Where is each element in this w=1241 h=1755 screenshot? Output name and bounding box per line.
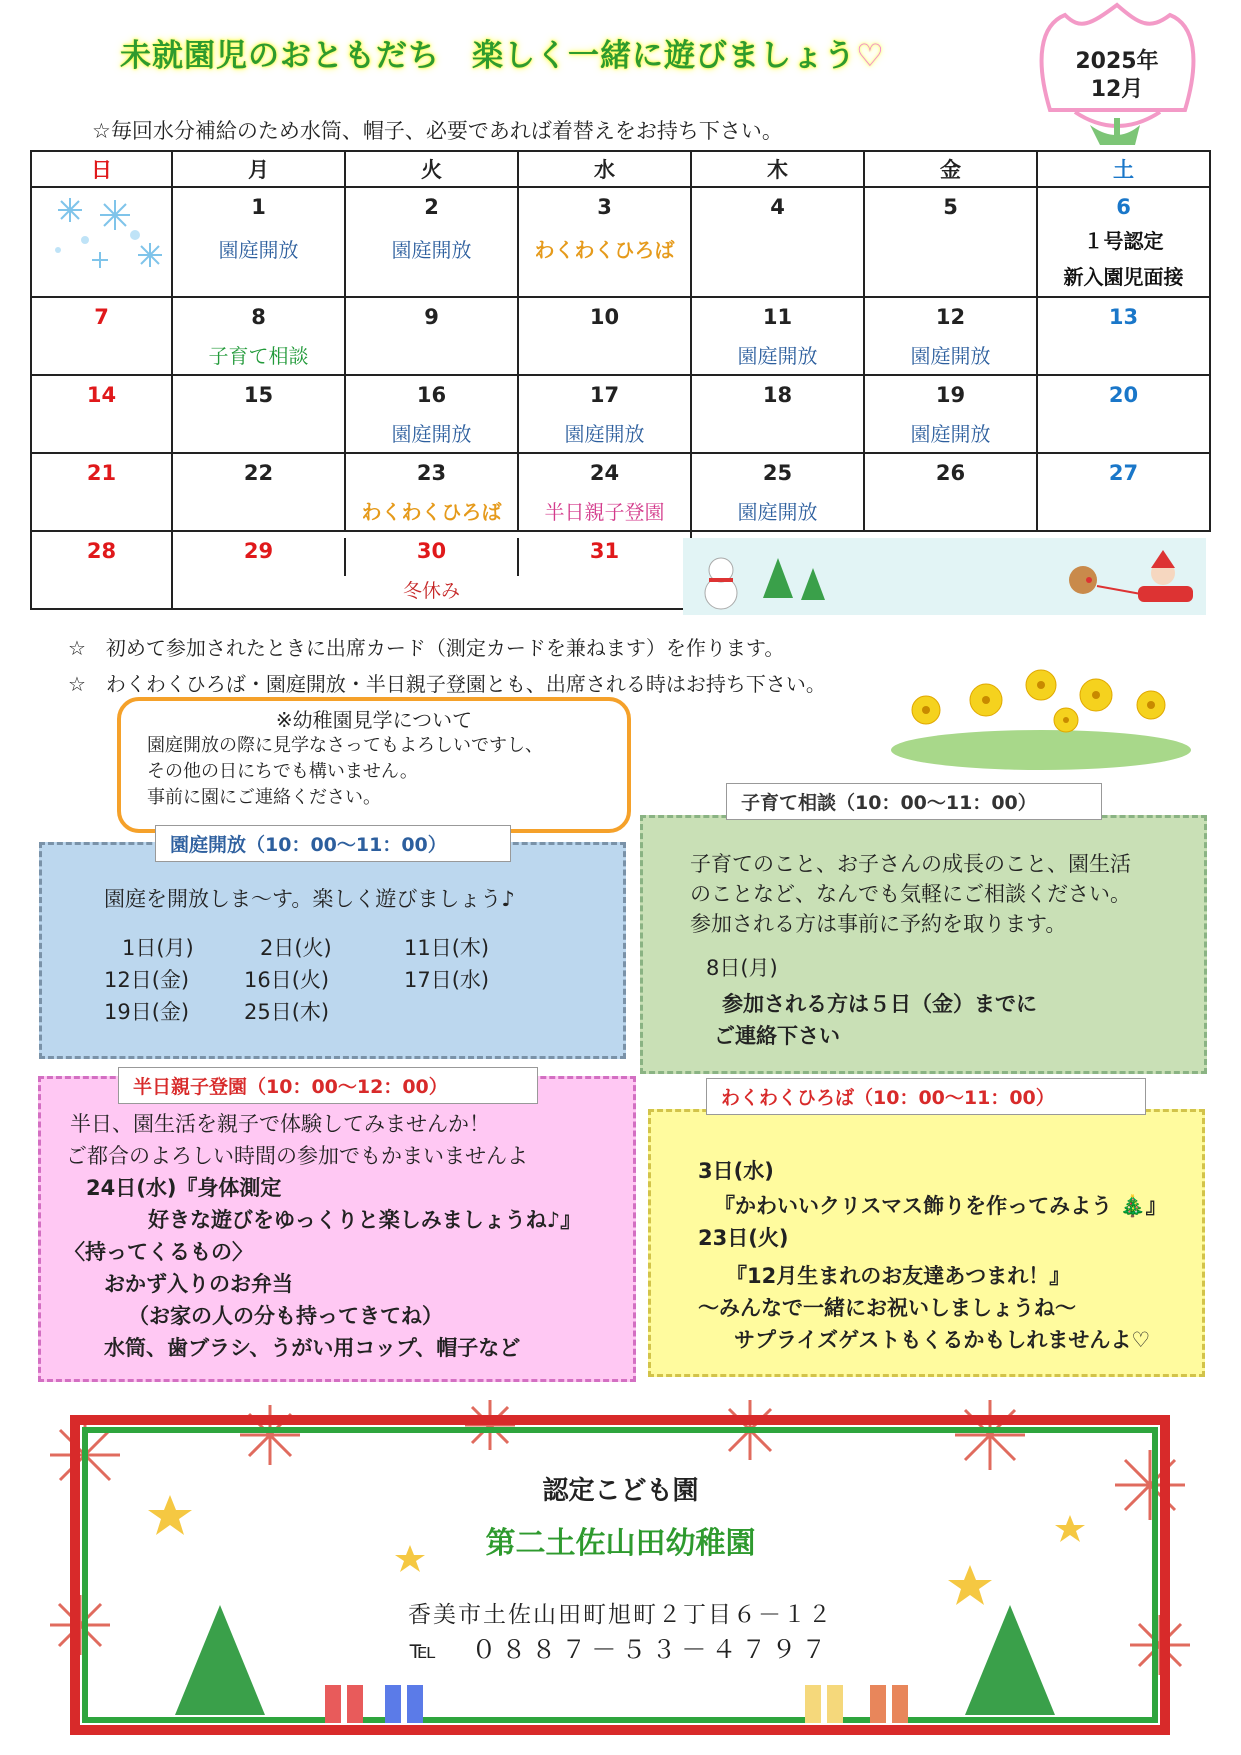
calendar-day: 1 園庭開放	[172, 187, 345, 297]
weekday-tue: 火	[345, 151, 518, 187]
snowflake-decoration	[40, 185, 170, 285]
calendar-day: 28	[31, 531, 172, 609]
event-label: 半日親子登園	[544, 500, 665, 524]
calendar-day: 15	[172, 375, 345, 453]
event-label: わくわくひろば	[361, 500, 502, 524]
calendar-day: 9	[345, 297, 518, 375]
month-label: 12月	[1090, 77, 1144, 102]
weekday-sun: 日	[31, 151, 172, 187]
garden-date: 19日(金)	[104, 1000, 190, 1024]
calendar-day: 2 園庭開放	[345, 187, 518, 297]
flowers-illustration	[886, 665, 1196, 770]
calendar-day: 14	[31, 375, 172, 453]
weekday-header	[31, 151, 1210, 187]
consult-line: のことなど、なんでも気軽にご相談ください。	[690, 882, 1131, 906]
waku-line: サプライズゲストもくるかもしれませんよ♡	[734, 1328, 1151, 1352]
garden-intro: 園庭を開放しま〜す。楽しく遊びましょう♪	[104, 887, 515, 911]
event-label: わくわくひろば	[534, 238, 675, 262]
calendar-day: 31	[517, 538, 690, 576]
consult-date: 8日(月)	[706, 956, 778, 980]
calendar-day: 4	[691, 187, 864, 297]
halfday-line: 好きな遊びをゆっくりと楽しみましょうね♪』	[148, 1208, 582, 1232]
calendar-day: 23 わくわくひろば	[345, 453, 518, 531]
consult-deadline: 参加される方は５日（金）までに	[722, 992, 1037, 1016]
event-label: １号認定	[1083, 229, 1164, 253]
halfday-line: ご都合のよろしい時間の参加でもかまいませんよ	[66, 1144, 528, 1168]
calendar-day: 20	[1037, 375, 1210, 453]
snowman-icon	[705, 558, 737, 609]
consult-deadline: ご連絡下さい	[714, 1024, 840, 1048]
calendar-day: 7	[31, 297, 172, 375]
event-label: 園庭開放	[218, 238, 299, 262]
weekday-mon: 月	[172, 151, 345, 187]
heart-icon: ♡	[856, 38, 885, 74]
month-badge	[1062, 48, 1172, 104]
waku-line: 〜みんなで一緒にお祝いしましょうね〜	[698, 1296, 1076, 1320]
garden-date: 16日(火)	[244, 968, 330, 992]
footer-subtitle: 認定こども園	[542, 1476, 699, 1506]
halfday-line: おかず入りのお弁当	[104, 1272, 293, 1296]
calendar-day: 18	[691, 375, 864, 453]
bring-note: ☆毎回水分補給のため水筒、帽子、必要であれば着替えをお持ち下さい。	[92, 119, 783, 143]
visit-title: ※幼稚園見学について	[275, 708, 473, 732]
calendar-day: 17 園庭開放	[518, 375, 691, 453]
weekday-sat: 土	[1037, 151, 1210, 187]
garden-date: 11日(木)	[404, 936, 490, 960]
calendar-day: 29	[243, 539, 274, 563]
calendar-day: 12 園庭開放	[864, 297, 1037, 375]
halfday-tab: 半日親子登園（10：00〜12：00）	[118, 1067, 538, 1104]
calendar-week	[31, 375, 1210, 453]
winter-break-cell	[172, 531, 691, 609]
garden-date: 25日(木)	[244, 1000, 330, 1024]
calendar-day: 27	[1037, 453, 1210, 531]
waku-line: 3日(水)	[698, 1159, 774, 1183]
christmas-illustration	[683, 538, 1206, 615]
calendar-week	[31, 297, 1210, 375]
consult-line: 参加される方は事前に予約を取ります。	[690, 912, 1067, 936]
weekday-wed: 水	[518, 151, 691, 187]
halfday-line: （お家の人の分も持ってきてね）	[128, 1304, 443, 1328]
reindeer-icon	[1069, 566, 1097, 594]
garden-date: 17日(水)	[404, 968, 490, 992]
calendar-day: 26	[864, 453, 1037, 531]
calendar-day: 25 園庭開放	[691, 453, 864, 531]
consult-tab: 子育て相談（10：00〜11：00）	[726, 783, 1102, 820]
event-label: 園庭開放	[737, 344, 818, 368]
waku-line: 23日(火)	[698, 1226, 789, 1250]
calendar-day: 30	[344, 538, 517, 576]
halfday-line: 水筒、歯ブラシ、うがい用コップ、帽子など	[104, 1336, 521, 1360]
page-title: 未就園児のおともだち 楽しく一緒に遊びましょう♡	[120, 38, 885, 74]
note-line: ☆ 初めて参加されたときに出席カード（測定カードを兼ねます）を作ります。	[68, 636, 785, 660]
event-label: 園庭開放	[391, 238, 472, 262]
school-name: 第二土佐山田幼稚園	[485, 1526, 756, 1561]
christmas-frame-decoration	[30, 1395, 1210, 1740]
calendar-week	[31, 453, 1210, 531]
weekday-fri: 金	[864, 151, 1037, 187]
calendar-day: 5	[864, 187, 1037, 297]
event-label: 園庭開放	[564, 422, 645, 446]
calendar-day: 8 子育て相談	[172, 297, 345, 375]
garden-open-tab: 園庭開放（10：00〜11：00）	[155, 825, 511, 862]
calendar-day: 11 園庭開放	[691, 297, 864, 375]
event-label: 新入園児面接	[1063, 265, 1184, 289]
garden-date: 2日(火)	[260, 936, 332, 960]
calendar-day: 6 １号認定 新入園児面接	[1037, 187, 1210, 297]
calendar-day: 3 わくわくひろば	[518, 187, 691, 297]
waku-line: 『12月生まれのお友達あつまれ！』	[726, 1264, 1071, 1288]
weekday-thu: 木	[691, 151, 864, 187]
event-label: 園庭開放	[910, 344, 991, 368]
note-line: ☆ わくわくひろば・園庭開放・半日親子登園とも、出席される時はお持ち下さい。	[68, 672, 826, 696]
school-address: 香美市土佐山田町旭町２丁目６－１２	[408, 1602, 833, 1628]
calendar-day: 21	[31, 453, 172, 531]
winter-break-label: 冬休み	[402, 580, 460, 602]
calendar-day: 16 園庭開放	[345, 375, 518, 453]
school-phone: ℡ ０８８７－５３－４７９７	[409, 1635, 832, 1664]
event-label: 園庭開放	[737, 500, 818, 524]
calendar-week	[31, 187, 1210, 297]
year-label: 2025年	[1075, 49, 1159, 74]
event-label: 園庭開放	[910, 422, 991, 446]
halfday-line: 半日、園生活を親子で体験してみませんか！	[70, 1112, 490, 1136]
consult-line: 子育てのこと、お子さんの成長のこと、園生活	[690, 852, 1131, 876]
event-label: 子育て相談	[208, 344, 309, 368]
calendar-day: 24 半日親子登園	[518, 453, 691, 531]
garden-date: 1日(月)	[122, 936, 194, 960]
calendar-day: 13	[1037, 297, 1210, 375]
calendar-day: 19 園庭開放	[864, 375, 1037, 453]
calendar-day: 10	[518, 297, 691, 375]
visit-body: 園庭開放の際に見学なさってもよろしいですし、 その他の日にちでも構いません。 事前に園にご連絡ください。	[147, 735, 543, 808]
waku-line: 『かわいいクリスマス飾りを作ってみよう 🎄』	[714, 1194, 1167, 1218]
halfday-line: 〈持ってくるもの〉	[64, 1240, 253, 1264]
calendar-day: 22	[172, 453, 345, 531]
waku-tab: わくわくひろば（10：00〜11：00）	[706, 1078, 1146, 1115]
event-label: 園庭開放	[391, 422, 472, 446]
garden-date: 12日(金)	[104, 968, 190, 992]
halfday-line: 24日(水)『身体測定	[86, 1176, 282, 1200]
